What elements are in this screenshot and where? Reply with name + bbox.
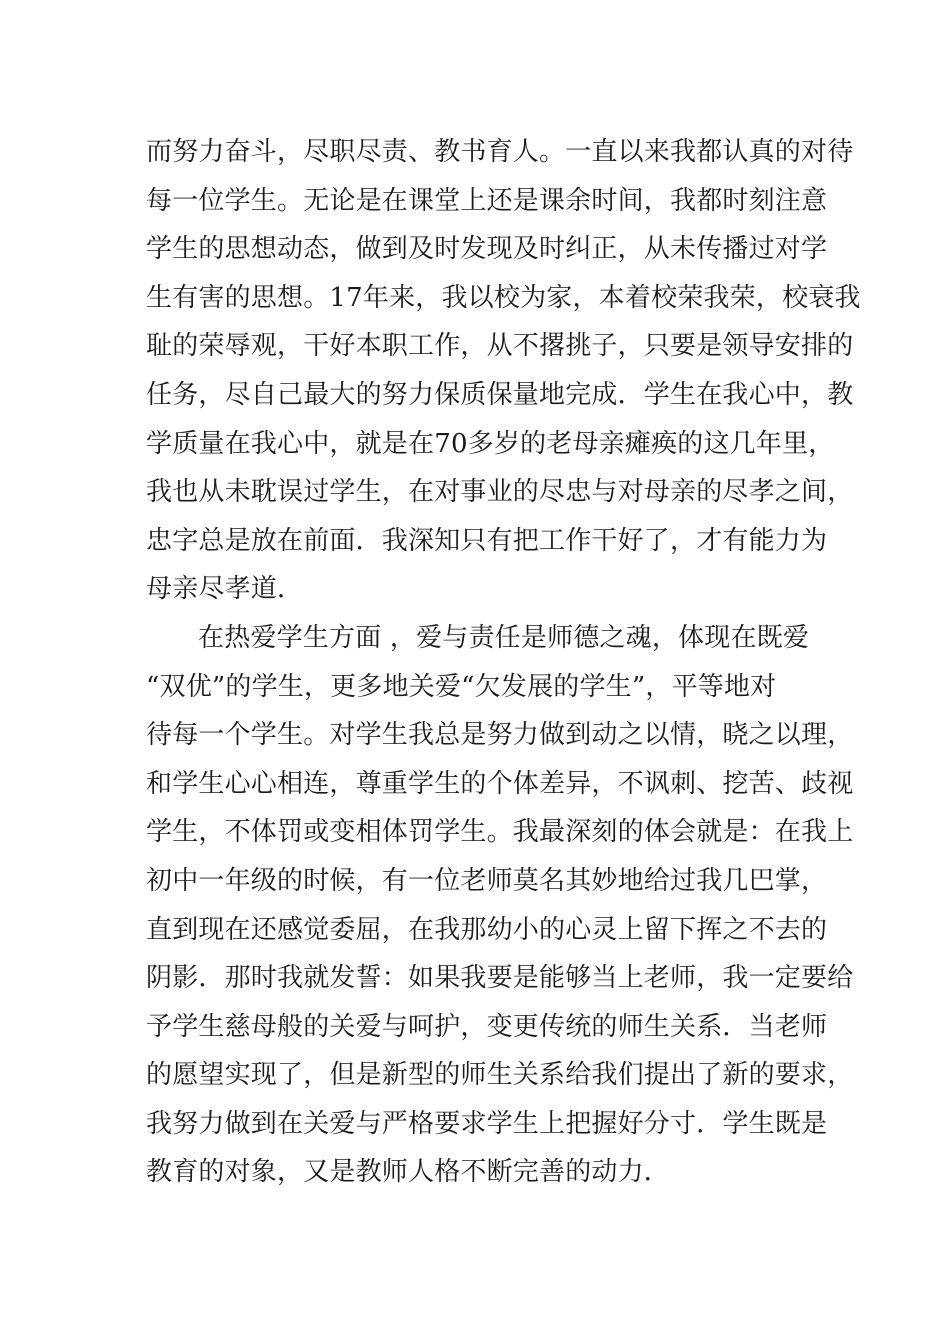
text-line: 忠字总是放在前面．我深知只有把工作干好了，才有能力为 [146,525,828,556]
text-line: 教育的对象，又是教师人格不断完善的动力． [146,1157,671,1188]
text-line: 予学生慈母般的关爱与呵护，变更传统的师生关系．当老师 [146,1011,828,1042]
text-line: 阴影．那时我就发誓：如果我要是能够当上老师，我一定要给 [146,963,854,994]
body-text [146,128,861,1197]
text-line: 每一位学生。无论是在课堂上还是课余时间，我都时刻注意 [146,185,828,216]
text-line: 学生，不体罚或变相体罚学生。我最深刻的体会就是：在我上 [146,817,854,848]
text-line: 直到现在还感觉委屈，在我那幼小的心灵上留下挥之不去的 [146,914,828,945]
text-line: 和学生心心相连，尊重学生的个体差异，不讽刺、挖苦、歧视 [146,768,854,799]
text-line: 母亲尽孝道． [146,574,304,605]
text-line: 我努力做到在关爱与严格要求学生上把握好分寸．学生既是 [146,1108,828,1139]
text-line: 耻的荣辱观，干好本职工作，从不撂挑子，只要是领导安排的 [146,331,854,362]
text-line: 任务，尽自己最大的努力保质保量地完成．学生在我心中，教 [146,379,854,410]
text-line: 生有害的思想。17年来，我以校为家，本着校荣我荣，校衰我 [146,282,861,313]
text-line: 的愿望实现了，但是新型的师生关系给我们提出了新的要求， [146,1060,854,1091]
text-line: 初中一年级的时候，有一位老师莫名其妙地给过我几巴掌， [146,865,828,896]
text-line: 我也从未耽误过学生，在对事业的尽忠与对母亲的尽孝之间， [146,477,854,508]
text-line: 待每一个学生。对学生我总是努力做到动之以情，晓之以理， [146,720,854,751]
text-line: 而努力奋斗，尽职尽责、教书育人。一直以来我都认真的对待 [146,137,854,167]
paragraph-first-line: 在热爱学生方面 ，爱与责任是师德之魂，体现在既爱 [198,622,810,653]
text-line: “双优”的学生，更多地关爱“欠发展的学生”，平等地对 [146,671,777,702]
text-line: 学质量在我心中，就是在70多岁的老母亲瘫痪的这几年里， [146,428,835,459]
text-line: 学生的思想动态，做到及时发现及时纠正，从未传播过对学 [146,234,828,265]
